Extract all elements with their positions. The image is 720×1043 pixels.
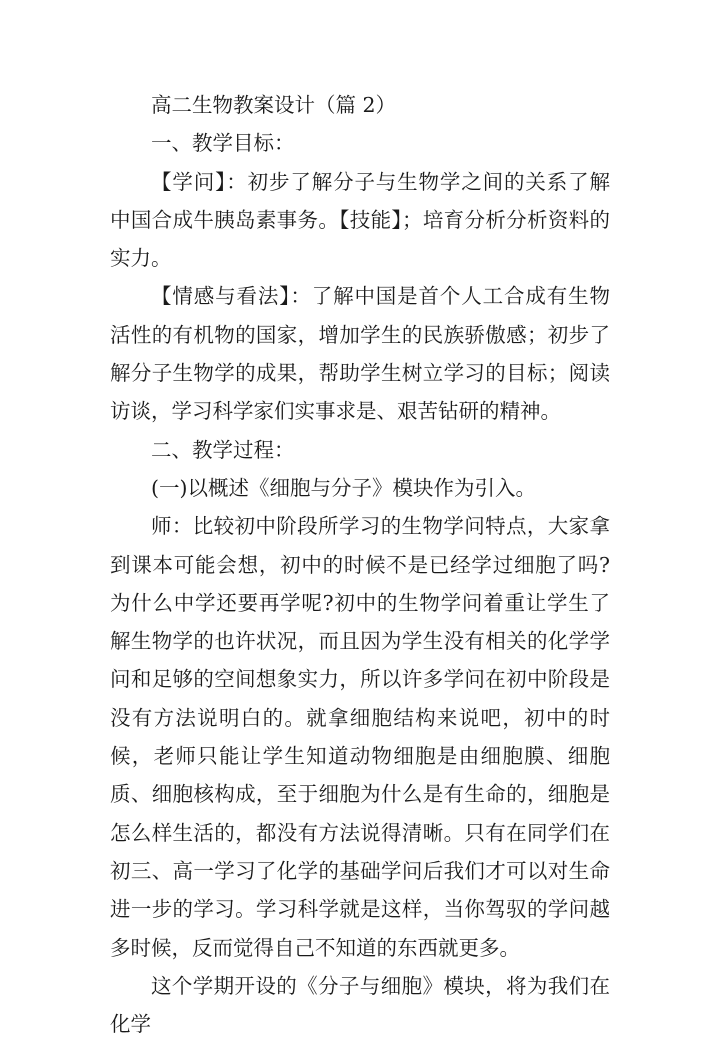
section-heading-process: 二、教学过程：	[151, 437, 295, 462]
paragraph-introduction: (一)以概述《细胞与分子》模块作为引入。	[151, 475, 536, 500]
section-heading-objectives: 一、教学目标：	[151, 131, 295, 156]
paragraph-module-intro: 这个学期开设的《分子与细胞》模块，将为我们在化学	[110, 973, 610, 1037]
document-body	[110, 86, 610, 1043]
paragraph-teacher-remarks: 师：比较初中阶段所学习的生物学问特点，大家拿到课本可能会想，初中的时候不是已经学过细胞了吗?为什么中学还要再学呢?初中的生物学问着重让学生了解生物学的也许状况，而且因为学生没有相关的化学学问和足够的空间想象实力，所以许多学问在初中阶段是没有方法说明白的。就拿细胞结构来说吧，初中的时候，老师只能让学生知道动物细胞是由细胞膜、细胞质、细胞核构成，至于细胞为什么是有生命的，细胞是怎么样生活的，都没有方法说得清晰。只有在同学们在初三、高一学习了化学的基础学问后我们才可以对生命进一步的学习。学习科学就是这样，当你驾驭的学问越多时候，反而觉得自己不知道的东西就更多。	[110, 514, 610, 960]
document-title: 高二生物教案设计（篇 2）	[151, 93, 397, 117]
paragraph-emotion-attitude: 【情感与看法】：了解中国是首个人工合成有生物活性的有机物的国家，增加学生的民族骄傲感；初步了解分子生物学的成果，帮助学生树立学习的目标；阅读访谈，学习科学家们实事求是、艰苦钻研的精神。	[110, 284, 610, 424]
paragraph-knowledge-skills: 【学问】：初步了解分子与生物学之间的关系了解中国合成牛胰岛素事务。【技能】；培育分析分析资料的实力。	[110, 169, 610, 271]
